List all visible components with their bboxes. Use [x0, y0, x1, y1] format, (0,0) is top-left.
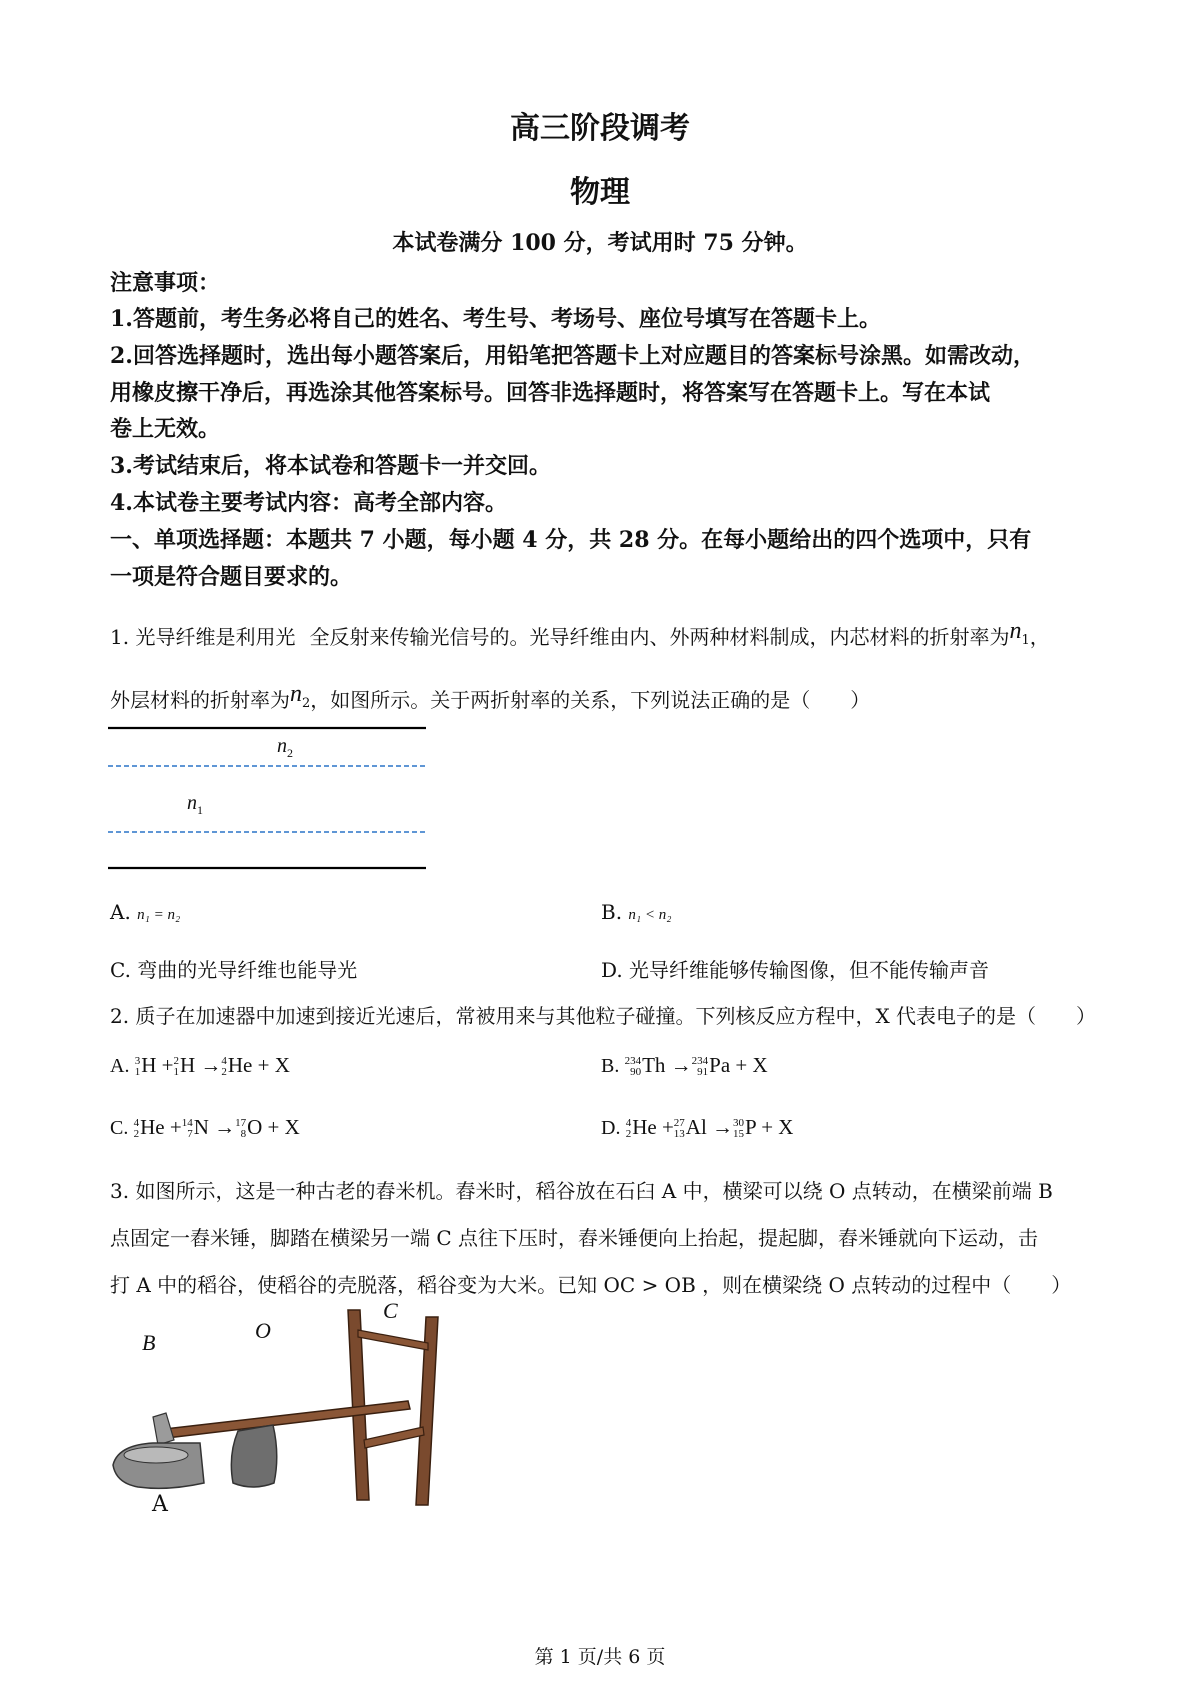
q1-option-a[interactable]: A. n₁ = n₂	[110, 900, 181, 924]
q3-stem-line1: 3. 如图所示，这是一种古老的舂米机。舂米时，稻谷放在石臼 A 中，横梁可以绕 O 点转动，在横梁前端 B	[110, 1179, 1053, 1203]
notice-item: 1.答题前，考生务必将自己的姓名、考生号、考场号、座位号填写在答题卡上。	[110, 306, 881, 332]
fig-label-b: B	[142, 1330, 156, 1355]
fig-label-a: A	[152, 1492, 168, 1517]
q2-option-d[interactable]: D. 4 2 He + 27 13 Al → 30 15 P + X	[601, 1115, 794, 1141]
notice-item: 2.回答选择题时，选出每小题答案后，用铅笔把答题卡上对应题目的答案标号涂黑。如需改动，	[110, 343, 1035, 369]
q1-stem-line1: 1. 光导纤维是利用光 全反射来传输光信号的。光导纤维由内、外两种材料制成，内芯材料的折射率为n1，	[110, 618, 1050, 649]
q2-option-b[interactable]: B. 234 90 Th → 234 91 Pa + X	[601, 1053, 768, 1079]
notice-item: 用橡皮擦干净后，再选涂其他答案标号。回答非选择题时，将答案写在答题卡上。写在本试	[110, 380, 991, 406]
section-heading-cont: 一项是符合题目要求的。	[110, 564, 353, 590]
notice-item: 卷上无效。	[110, 416, 221, 442]
exam-title: 高三阶段调考	[510, 111, 690, 146]
notice-heading: 注意事项：	[110, 270, 221, 296]
q1-option-b[interactable]: B. n₁ < n₂	[601, 900, 672, 924]
exam-subject: 物理	[570, 175, 630, 210]
page-footer: 第 1 页/共 6 页	[534, 1646, 666, 1668]
q1-stem-line2: 外层材料的折射率为n2，如图所示。关于两折射率的关系，下列说法正确的是（ ）	[110, 681, 871, 712]
fig-label-c: C	[383, 1298, 398, 1323]
q2-option-c[interactable]: C. 4 2 He + 14 7 N → 17 8 O + X	[110, 1115, 300, 1141]
q3-stem-line3: 打 A 中的稻谷，使稻谷的壳脱落，稻谷变为大米。已知 OC > OB ，则在横梁绕 O 点转动的过程中（ ）	[110, 1273, 1072, 1297]
fig-label-n1: $n_1$	[187, 792, 203, 817]
q1-option-c[interactable]: C. 弯曲的光导纤维也能导光	[110, 958, 358, 982]
section-heading: 一、单项选择题：本题共 7 小题，每小题 4 分，共 28 分。在每小题给出的四个选项中，只有	[110, 527, 1032, 553]
fig-label-o: O	[255, 1318, 271, 1343]
q1-option-d[interactable]: D. 光导纤维能够传输图像，但不能传输声音	[601, 958, 990, 982]
q2-stem: 2. 质子在加速器中加速到接近光速后，常被用来与其他粒子碰撞。下列核反应方程中，X 代表电子的是（ ）	[110, 1004, 1097, 1028]
exam-info: 本试卷满分 100 分，考试用时 75 分钟。	[392, 230, 808, 256]
q3-stem-line2: 点固定一舂米锤，脚踏在横梁另一端 C 点往下压时，舂米锤便向上抬起，提起脚，舂米锤就向下运动，击	[110, 1226, 1039, 1250]
notice-item: 3.考试结束后，将本试卷和答题卡一并交回。	[110, 453, 551, 479]
fig-label-n2: $n_2$	[277, 735, 293, 760]
fiber-diagram	[108, 722, 428, 872]
notice-item: 4.本试卷主要考试内容：高考全部内容。	[110, 490, 507, 516]
q2-option-a[interactable]: A. 3 1 H + 2 1 H → 4 2 He + X	[110, 1053, 290, 1079]
